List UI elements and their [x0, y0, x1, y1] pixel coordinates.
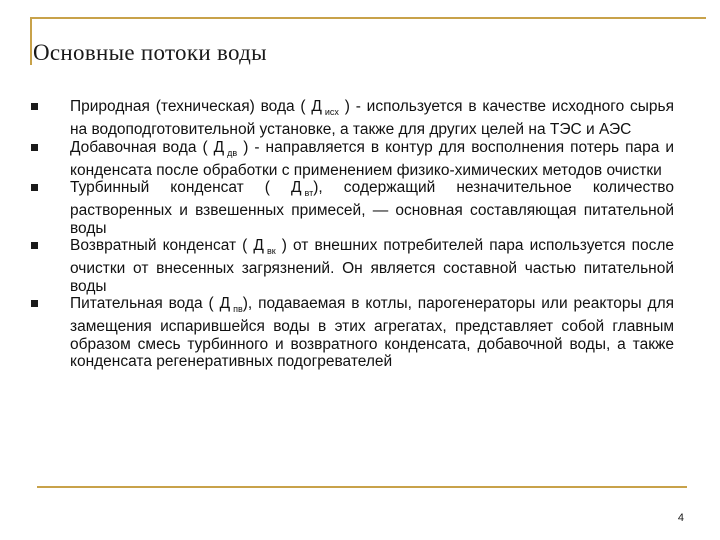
bullet-text-post: ), подаваемая в котлы, парогенераторы или реакторы для замещения испарившейся воды в этих агрегатах, представляет собой главным образом смесь турбинного и возвратного конденсата, добавочной воды, а также конденсата регенеративных подогревателей — [70, 294, 675, 370]
page-number: 4 — [677, 512, 684, 524]
bullet-subscript: вт — [304, 188, 314, 199]
frame-left-line — [30, 17, 32, 65]
square-bullet-icon — [31, 242, 38, 249]
bullet-text-post: ) - направляется в контур для восполнения потерь пара и конденсата после обработки с применением физико-химических методов очистки — [70, 138, 674, 179]
square-bullet-icon — [31, 300, 38, 307]
bullet-text-pre: Турбинный конденсат ( Д — [70, 179, 302, 197]
footer-divider — [37, 486, 687, 488]
bullet-text-pre: Добавочная вода ( Д — [70, 138, 225, 156]
frame-top-line — [30, 17, 706, 19]
bullet-subscript: дв — [227, 147, 238, 158]
bullet-item-feed-water — [30, 295, 674, 370]
bullet-text-post: ) от внешних потребителей пара используется после очистки от внесенных загрязнений. Он является составной частью питательной воды — [70, 237, 675, 295]
bullet-text-pre: Питательная вода ( Д — [70, 294, 231, 312]
square-bullet-icon — [31, 103, 38, 110]
bullet-text-post: ) - используется в качестве исходного сырья на водоподготовительной установке, а также для других целей на ТЭС и АЭС — [70, 98, 675, 139]
bullet-text-pre: Природная (техническая) вода ( Д — [70, 98, 322, 115]
bullet-list — [30, 98, 674, 370]
bullet-text-post: ), содержащий незначительное количество растворенных и взвешенных примесей, — основная составляющая питательной воды — [70, 179, 674, 237]
slide-title: Основные потоки воды — [33, 40, 267, 65]
bullet-item-return-condensate — [30, 237, 674, 295]
bullet-text-pre: Возвратный конденсат ( Д — [70, 237, 264, 255]
bullet-item-turbine-condensate — [30, 179, 674, 237]
bullet-item-makeup-water — [30, 139, 674, 180]
bullet-subscript: вк — [266, 246, 276, 257]
bullet-subscript: пв — [233, 303, 243, 314]
bullet-item-natural-water — [30, 98, 674, 139]
square-bullet-icon — [31, 184, 38, 191]
square-bullet-icon — [31, 144, 38, 151]
bullet-subscript: исх — [324, 107, 339, 117]
